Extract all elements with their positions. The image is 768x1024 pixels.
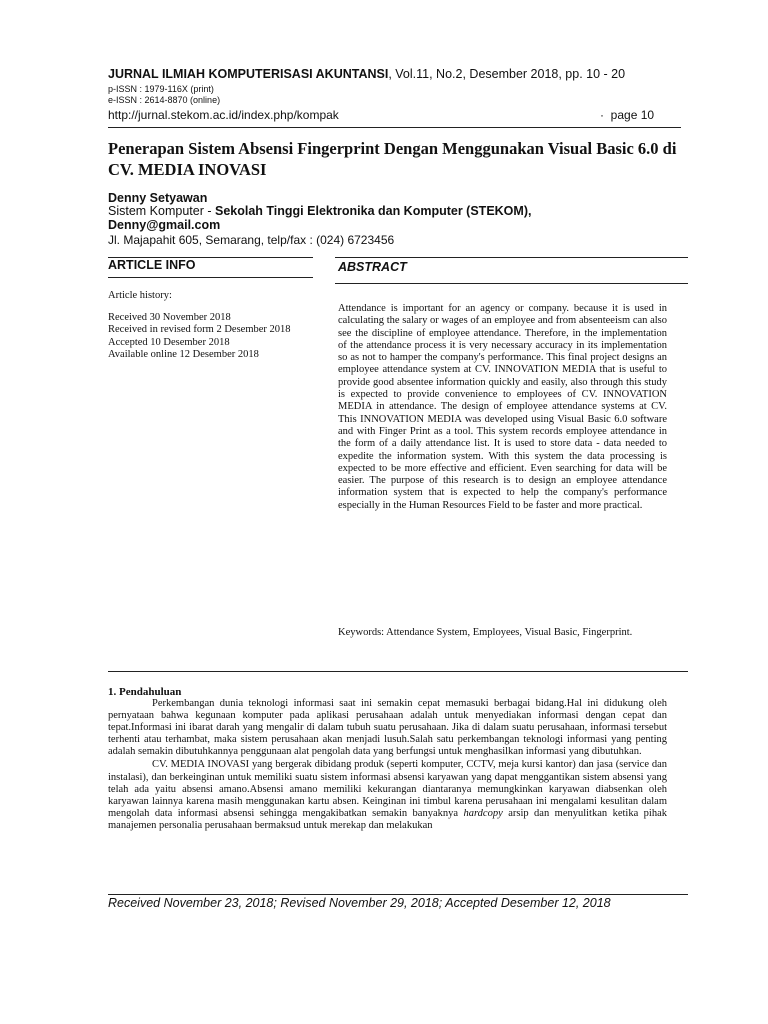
page-label: page 10: [610, 108, 655, 122]
section-divider: [108, 671, 688, 672]
author-name: Denny Setyawan: [108, 191, 208, 205]
affiliation-prefix: Sistem Komputer -: [108, 204, 215, 218]
paragraph-2-end: arsip dan menyulitkan ketika pihak manajemen personalia perusahaan bermaksud untuk merekap dan melakukan: [108, 807, 667, 831]
history-label: Article history:: [108, 290, 172, 301]
p-issn: p-ISSN : 1979-116X (print): [108, 84, 214, 94]
paragraph-2-start: CV. MEDIA INOVASI yang bergerak dibidang produk (seperti komputer, CCTV, meja kursi kantor) dan jasa (service dan instalasi), dan berkeinginan untuk memiliki suatu sistem informasi absensi karyawan yang dapat menggantikan sistem absensi yang telah ada yaitu absensi amano.Absensi amano memiliki kekurangan diantaranya memungkinkan karyawan diabsenkan oleh karyawan lainnya karena masih menggunakan kartu absen. Keinginan ini timbul karena perusahaan ini mengalami kesulitan dalam mengolah data informasi absensi sehingga mengakibatkan semakin banyaknya: [108, 759, 667, 819]
affiliation: [108, 205, 688, 219]
abstract-heading: ABSTRACT: [338, 260, 407, 274]
section-body: [108, 698, 667, 832]
paragraph-1: Perkembangan dunia teknologi informasi saat ini semakin cepat memasuki berbagai bidang.Hal ini didukung oleh pernyataan bahwa kegunaan komputer pada aplikasi perusahaan adalah untuk menyediakan informasi dengan cepat dan tepat.Informasi ini ibarat darah yang mengalir di dalam tubuh suatu perusahaan. Jika di dalam suatu perusahaan, informasi tersebut terhenti atau terhambat, maka sistem perusahaan akan menjadi lusuh.Salah satu perkembangan teknologi informasi yang penting adalah semakin dibutuhkannya penggunaan alat pengolah data yang berfungsi untuk menghasilkan informasi yang dibutuhkan.: [108, 698, 667, 758]
author-address: Jl. Majapahit 605, Semarang, telp/fax : (024) 6723456: [108, 233, 395, 247]
history-received: Received 30 November 2018: [108, 311, 231, 323]
journal-url[interactable]: http://jurnal.stekom.ac.id/index.php/kompak: [108, 108, 339, 122]
abstract-top-rule: [335, 257, 688, 258]
keywords: Keywords: Attendance System, Employees, Visual Basic, Fingerprint.: [338, 627, 633, 638]
page-number: [600, 108, 654, 122]
paragraph-2-italic: hardcopy: [463, 807, 503, 819]
header-rule: [108, 127, 681, 128]
affiliation-institution: Sekolah Tinggi Elektronika dan Komputer (STEKOM),: [214, 204, 532, 218]
author-email[interactable]: Denny@gmail.com: [108, 218, 221, 232]
history-revised: Received in revised form 2 Desember 2018: [108, 324, 291, 335]
history-accepted: Accepted 10 Desember 2018: [108, 336, 230, 348]
e-issn: e-ISSN : 2614-8870 (online): [108, 95, 221, 105]
footer-rule: [108, 894, 688, 895]
article-title: Penerapan Sistem Absensi Fingerprint Dengan Menggunakan Visual Basic 6.0 di CV. MEDIA INOVASI: [108, 139, 677, 179]
footer-dates: Received November 23, 2018; Revised November 29, 2018; Accepted Desember 12, 2018: [108, 896, 611, 910]
article-info-bottom-rule: [108, 277, 313, 278]
journal-name: JURNAL ILMIAH KOMPUTERISASI AKUNTANSI: [108, 67, 389, 81]
bullet-icon: ·: [600, 108, 604, 122]
abstract-bottom-rule: [335, 283, 688, 284]
article-history: [108, 290, 323, 362]
journal-citation: [108, 67, 625, 81]
section-heading-pendahuluan: 1. Pendahuluan: [108, 686, 182, 698]
journal-details: , Vol.11, No.2, Desember 2018, pp. 10 - 20: [388, 67, 626, 81]
article-info-heading: ARTICLE INFO: [108, 258, 196, 272]
paragraph-2: [108, 759, 667, 832]
history-online: Available online 12 Desember 2018: [108, 349, 259, 360]
abstract-text: Attendance is important for an agency or company. because it is used in calculating the salary or wages of an employee and from absenteeism can also see the discipline of employee attendance. Therefore, in the implementation of the attendance process it is very necessary accuracy in its implementation so as not to hamper the company's performance. This final project designs an employee attendance system at CV. INNOVATION MEDIA that is useful to provide good absentee information quickly and easily, also through this study is expected to provide convenience to employees of CV. INNOVATION MEDIA in attendance. The design of employee attendance systems at CV. This INNOVATION MEDIA was developed using Visual Basic 6.0 software and with Finger Print as a tool. This system records employee attendance in the form of a daily attendance list. It is used to store data - data needed to expedite the information system. With this system the data processing is expected to be more effective and efficient. Even searching for data will be easier. The purpose of this research is to design an employee attendance information system that is expected to help the company's performance especially in the Human Resources Field to be faster and more practical.: [338, 303, 667, 511]
